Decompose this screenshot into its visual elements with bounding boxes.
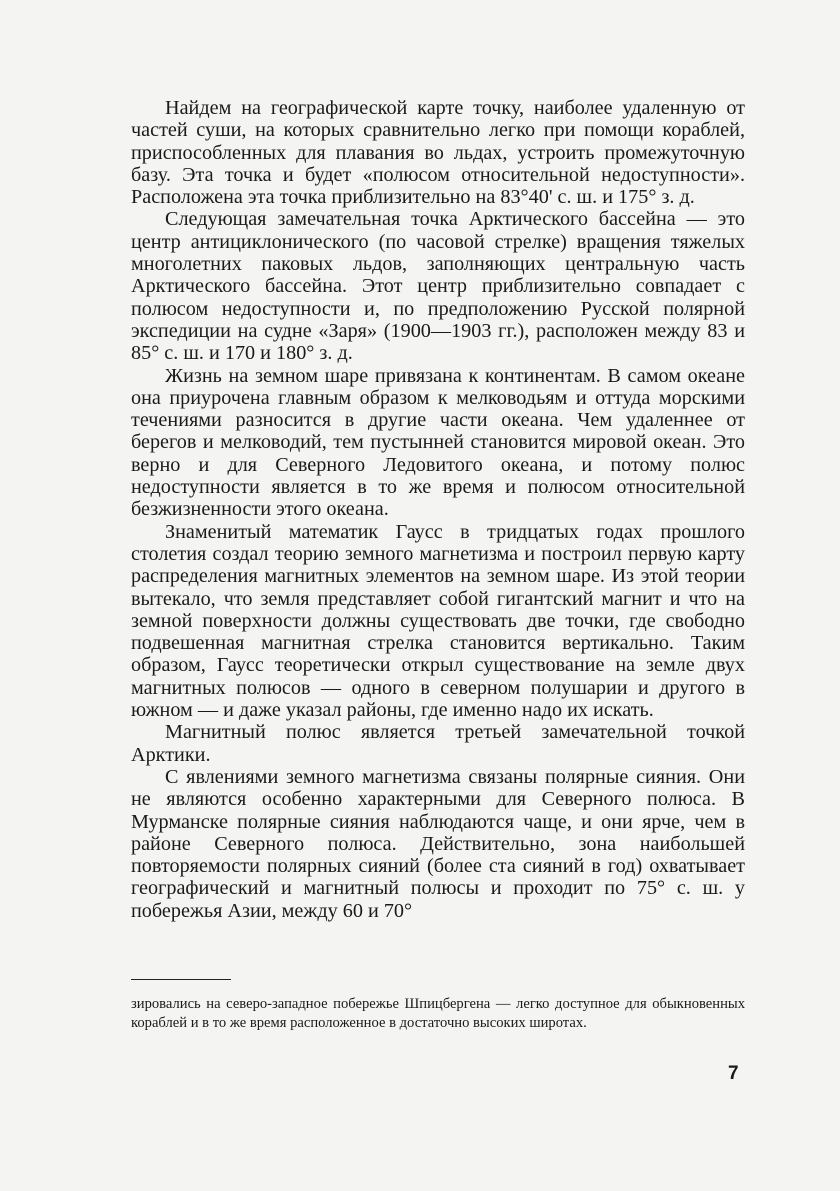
- paragraph-anticyclonic-center: Следующая замечательная точка Арктического бассейна — это центр антициклонического (по часовой стрелке) вращения тяжелых многолетних паковых льдов, заполняющих центральную часть Арктического бассейна. Этот центр приблизительно совпадает с полюсом недоступности и, по предположению Русской полярной экспедиции на судне «Заря» (1900—1903 гг.), расположен между 83 и 85° с. ш. и 170 и 180° з. д.: [131, 208, 745, 365]
- footnote-divider: [131, 979, 231, 980]
- paragraph-pole-of-inaccessibility: Найдем на географической карте точку, наиболее удаленную от частей суши, на которых сравнительно легко при помощи кораблей, приспособленных для плавания во льдах, устроить промежуточную базу. Эта точка и будет «полюсом относительной недоступности». Расположена эта точка приблизительно на 83°40' с. ш. и 175° з. д.: [131, 97, 745, 209]
- paragraph-magnetic-pole: Магнитный полюс является третьей замечательной точкой Арктики.: [131, 721, 745, 766]
- paragraph-polar-lights: С явлениями земного магнетизма связаны полярные сияния. Они не являются особенно характерными для Северного полюса. В Мурманске полярные сияния наблюдаются чаще, и они ярче, чем в районе Северного полюса. Действительно, зона наибольшей повторяемости полярных сияний (более ста сияний в год) охватывает географический и магнитный полюсы и проходит по 75° с. ш. у побережья Азии, между 60 и 70°: [131, 765, 745, 922]
- paragraph-gauss-magnetism: Знаменитый математик Гаусс в тридцатых годах прошлого столетия создал теорию земного магнетизма и построил первую карту распределения магнитных элементов на земном шаре. Из этой теории вытекало, что земля представляет собой гигантский магнит и что на земной поверхности должны существовать две точки, где свободно подвешенная магнитная стрелка становится вертикально. Таким образом, Гаусс теоретически открыл существование на земле двух магнитных полюсов — одного в северном полушарии и другого в южном — и даже указал районы, где именно надо их искать.: [131, 520, 745, 722]
- main-text: [131, 97, 745, 922]
- footnote: зировались на северо-западное побережье Шпицбергена — легко доступное для обыкновенных кораблей и в то же время расположенное в достаточно высоких широтах.: [131, 996, 745, 1031]
- paragraph-life-and-continents: Жизнь на земном шаре привязана к континентам. В самом океане она приурочена главным образом к мелководьям и оттуда морскими течениями разносится в другие части океана. Чем удаленнее от берегов и мелководий, тем пустынней становится мировой океан. Это верно и для Северного Ледовитого океана, и потому полюс недоступности является в то же время и полюсом относительной безжизненности этого океана.: [131, 364, 745, 521]
- page-number: 7: [728, 1063, 739, 1084]
